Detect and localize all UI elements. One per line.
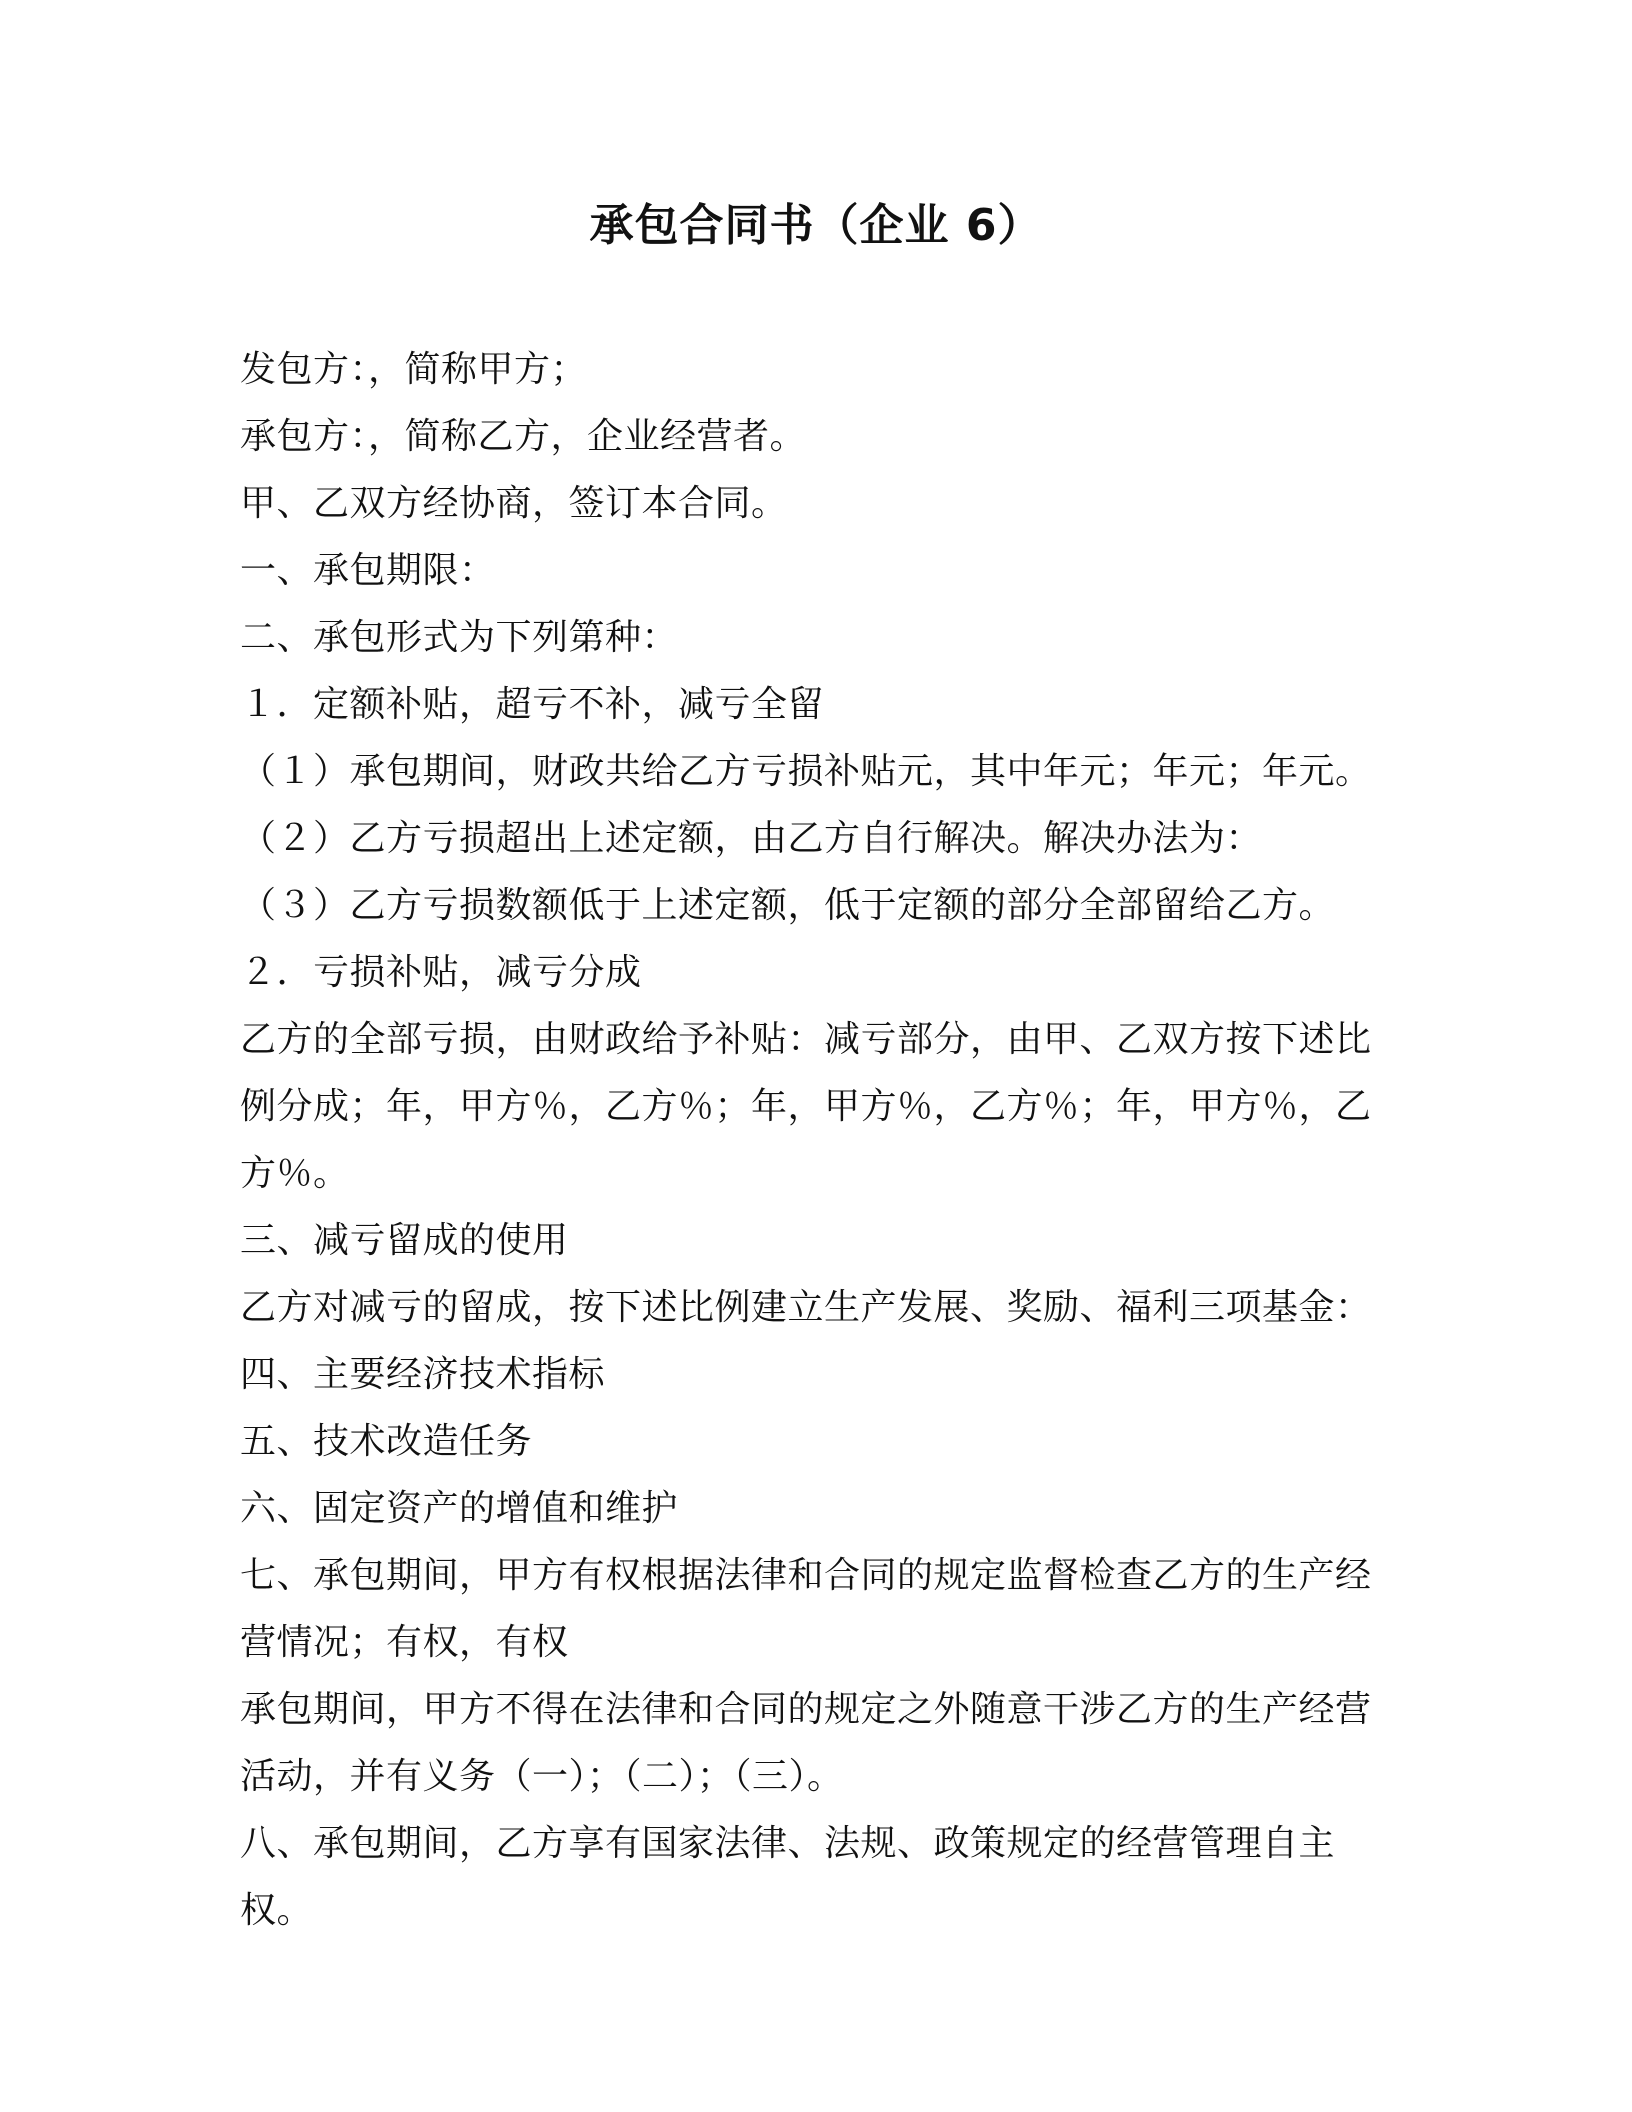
document-title: 承包合同书（企业 6）: [589, 200, 1043, 251]
section-5-heading: 五、技术改造任务: [240, 1421, 533, 1462]
clause-2-1-2: （２）乙方亏损超出上述定额，由乙方自行解决。解决办法为：: [240, 818, 1263, 859]
paragraph-contractor: 承包方：，简称乙方，企业经营者。: [240, 416, 807, 457]
section-6-heading: 六、固定资产的增值和维护: [240, 1488, 679, 1529]
section-1-heading: 一、承包期限：: [240, 550, 496, 591]
section-3-heading: 三、减亏留成的使用: [240, 1220, 569, 1261]
subsection-2-1-heading: １．定额补贴，超亏不补，减亏全留: [240, 684, 825, 725]
section-7-heading: 七、承包期间，甲方有权根据法律和合同的规定监督检查乙方的生产经营情况；有权，有权: [240, 1555, 1372, 1663]
section-3-body: 乙方对减亏的留成，按下述比例建立生产发展、奖励、福利三项基金：: [240, 1287, 1372, 1328]
section-4-heading: 四、主要经济技术指标: [240, 1354, 606, 1395]
clause-2-1-1: （１）承包期间，财政共给乙方亏损补贴元，其中年元；年元；年元。: [240, 751, 1372, 792]
document-body: [240, 336, 1380, 1944]
clause-2-1-3: （３）乙方亏损数额低于上述定额，低于定额的部分全部留给乙方。: [240, 885, 1336, 926]
paragraph-issuer: 发包方：，简称甲方；: [240, 349, 588, 390]
paragraph-agreement: 甲、乙双方经协商，签订本合同。: [240, 483, 788, 524]
section-7-body: 承包期间，甲方不得在法律和合同的规定之外随意干涉乙方的生产经营活动，并有义务（一）；（二）；（三）。: [240, 1689, 1372, 1797]
section-2-heading: 二、承包形式为下列第种：: [240, 617, 679, 658]
section-8-heading: 八、承包期间，乙方享有国家法律、法规、政策规定的经营管理自主权。: [240, 1823, 1336, 1931]
clause-2-2-body: 乙方的全部亏损，由财政给予补贴：减亏部分，由甲、乙双方按下述比例分成；年，甲方％，乙方％；年，甲方％，乙方％；年，甲方％，乙方％。: [240, 1019, 1372, 1194]
subsection-2-2-heading: ２．亏损补贴，减亏分成: [240, 952, 642, 993]
